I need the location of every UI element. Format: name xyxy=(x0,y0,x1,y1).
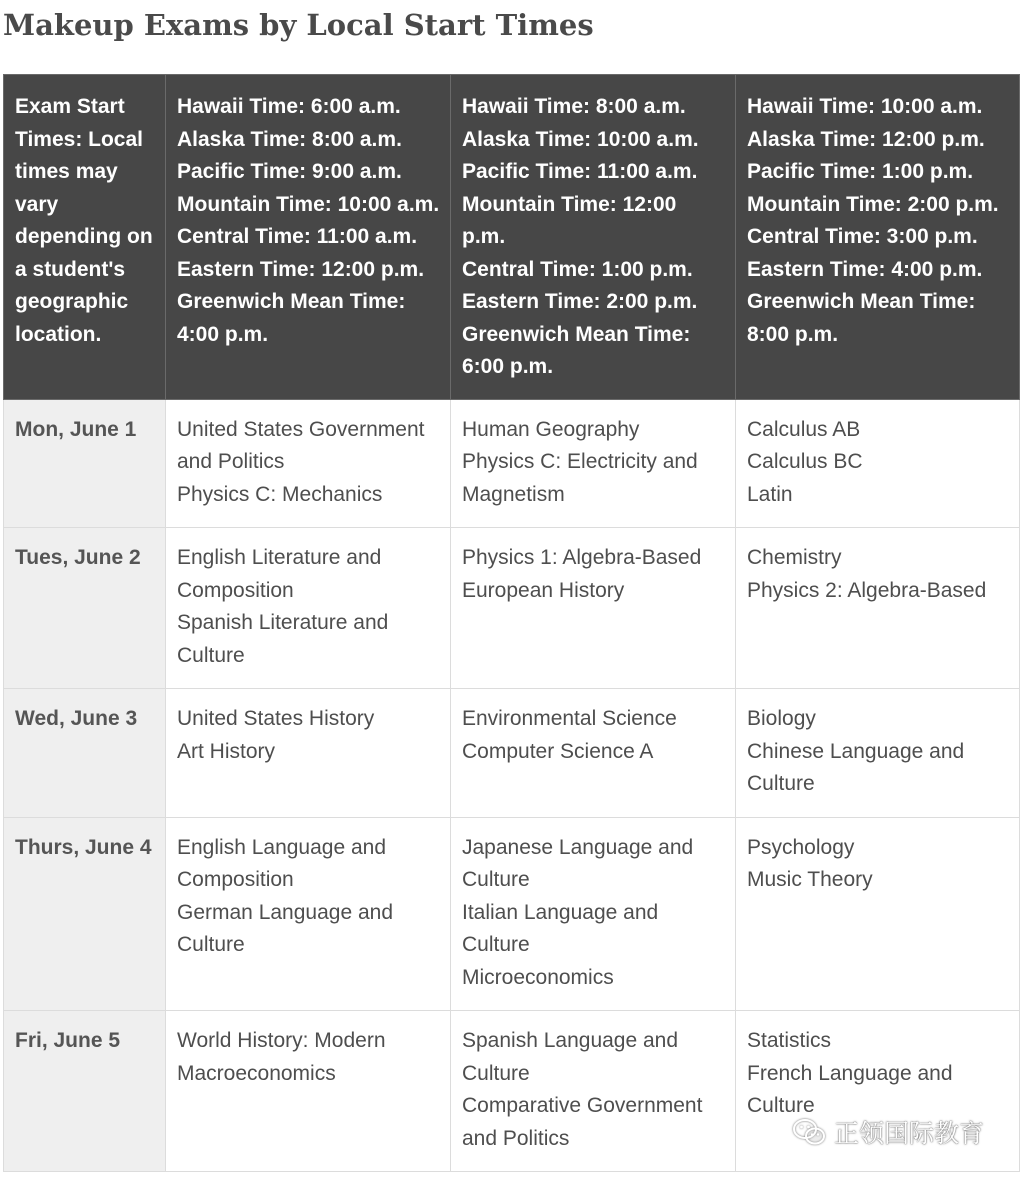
header-line: Greenwich Mean Time: 6:00 p.m. xyxy=(462,322,691,378)
exam-cell xyxy=(736,399,1020,528)
header-line: Hawaii Time: 10:00 a.m. xyxy=(747,95,983,118)
header-line: Central Time: 3:00 p.m. xyxy=(747,225,978,248)
header-line: Exam Start Times: Local times may vary depending on a student's geographic location. xyxy=(15,95,153,346)
day-cell: Thurs, June 4 xyxy=(4,817,166,1011)
header-cell-slot-3 xyxy=(736,75,1020,400)
exam-name: Biology xyxy=(747,707,816,730)
exam-cell xyxy=(736,689,1020,818)
exam-name: Physics 1: Algebra-Based xyxy=(462,546,702,569)
exam-name: European History xyxy=(462,578,625,602)
exam-cell xyxy=(451,528,736,689)
header-line: Greenwich Mean Time: 4:00 p.m. xyxy=(177,290,406,346)
exam-name: Chemistry xyxy=(747,546,842,569)
exam-cell xyxy=(736,817,1020,1011)
exam-name: Latin xyxy=(747,482,793,506)
header-line: Pacific Time: 11:00 a.m. xyxy=(462,160,698,183)
table-body xyxy=(4,399,1020,1172)
exam-cell xyxy=(451,1011,736,1172)
page-title: Makeup Exams by Local Start Times xyxy=(3,8,594,42)
exam-name: Art History xyxy=(177,739,276,763)
header-line: Central Time: 11:00 a.m. xyxy=(177,225,418,248)
exam-name: Japanese Language and Culture xyxy=(462,835,694,891)
exam-name: Comparative Government and Politics xyxy=(462,1094,703,1150)
exam-name: Statistics xyxy=(747,1029,832,1052)
exam-name: Microeconomics xyxy=(462,965,614,989)
exam-name: Physics 2: Algebra-Based xyxy=(747,578,987,602)
exam-cell xyxy=(166,689,451,818)
exam-name: English Language and Composition xyxy=(177,835,387,891)
header-line: Mountain Time: 12:00 p.m. xyxy=(462,192,677,248)
table-row xyxy=(4,399,1020,528)
exam-name: Physics C: Electricity and Magnetism xyxy=(462,450,698,506)
header-cell-start-times xyxy=(4,75,166,400)
table-row xyxy=(4,817,1020,1011)
exam-cell xyxy=(736,528,1020,689)
header-cell-slot-1 xyxy=(166,75,451,400)
exam-name: Italian Language and Culture xyxy=(462,900,659,956)
exam-name: Physics C: Mechanics xyxy=(177,482,383,506)
exam-name: Environmental Science xyxy=(462,707,677,730)
header-line: Eastern Time: 4:00 p.m. xyxy=(747,257,983,281)
table-header xyxy=(4,75,1020,400)
day-cell: Wed, June 3 xyxy=(4,689,166,818)
exam-name: United States Government and Politics xyxy=(177,417,425,473)
header-line: Alaska Time: 12:00 p.m. xyxy=(747,127,985,151)
day-cell: Fri, June 5 xyxy=(4,1011,166,1172)
wechat-icon xyxy=(792,1118,826,1146)
exam-name: German Language and Culture xyxy=(177,900,393,956)
exam-name: Chinese Language and Culture xyxy=(747,739,965,795)
header-line: Mountain Time: 10:00 a.m. xyxy=(177,192,440,216)
header-line: Eastern Time: 2:00 p.m. xyxy=(462,290,698,313)
exam-name: English Literature and Composition xyxy=(177,546,382,602)
exam-schedule-table xyxy=(3,74,1020,1172)
watermark-text: 正领国际教育 xyxy=(834,1119,985,1148)
header-line: Eastern Time: 12:00 p.m. xyxy=(177,257,425,281)
header-line: Alaska Time: 8:00 a.m. xyxy=(177,127,402,151)
exam-cell xyxy=(451,399,736,528)
header-line: Hawaii Time: 8:00 a.m. xyxy=(462,95,686,118)
exam-cell xyxy=(166,528,451,689)
day-cell: Mon, June 1 xyxy=(4,399,166,528)
exam-name: Spanish Language and Culture xyxy=(462,1029,679,1085)
exam-name: Calculus BC xyxy=(747,450,863,473)
header-line: Mountain Time: 2:00 p.m. xyxy=(747,192,999,216)
header-line: Pacific Time: 1:00 p.m. xyxy=(747,160,974,183)
header-cell-slot-2 xyxy=(451,75,736,400)
exam-name: United States History xyxy=(177,707,375,730)
exam-cell xyxy=(166,1011,451,1172)
exam-name: World History: Modern xyxy=(177,1029,386,1052)
header-line: Alaska Time: 10:00 a.m. xyxy=(462,127,699,151)
exam-name: French Language and Culture xyxy=(747,1061,953,1117)
day-cell: Tues, June 2 xyxy=(4,528,166,689)
exam-name: Macroeconomics xyxy=(177,1061,336,1085)
header-line: Greenwich Mean Time: 8:00 p.m. xyxy=(747,290,976,346)
exam-cell xyxy=(451,817,736,1011)
exam-cell xyxy=(451,689,736,818)
header-line: Hawaii Time: 6:00 a.m. xyxy=(177,95,401,118)
header-line: Pacific Time: 9:00 a.m. xyxy=(177,160,402,183)
exam-name: Computer Science A xyxy=(462,739,654,763)
exam-name: Spanish Literature and Culture xyxy=(177,611,389,667)
watermark xyxy=(792,1114,984,1150)
exam-name: Human Geography xyxy=(462,417,640,441)
exam-name: Calculus AB xyxy=(747,417,861,441)
exam-name: Psychology xyxy=(747,835,855,859)
exam-cell xyxy=(166,817,451,1011)
exam-cell xyxy=(166,399,451,528)
table-row xyxy=(4,689,1020,818)
header-line: Central Time: 1:00 p.m. xyxy=(462,257,693,281)
table-row xyxy=(4,528,1020,689)
exam-name: Music Theory xyxy=(747,868,873,891)
header-row xyxy=(4,75,1020,400)
